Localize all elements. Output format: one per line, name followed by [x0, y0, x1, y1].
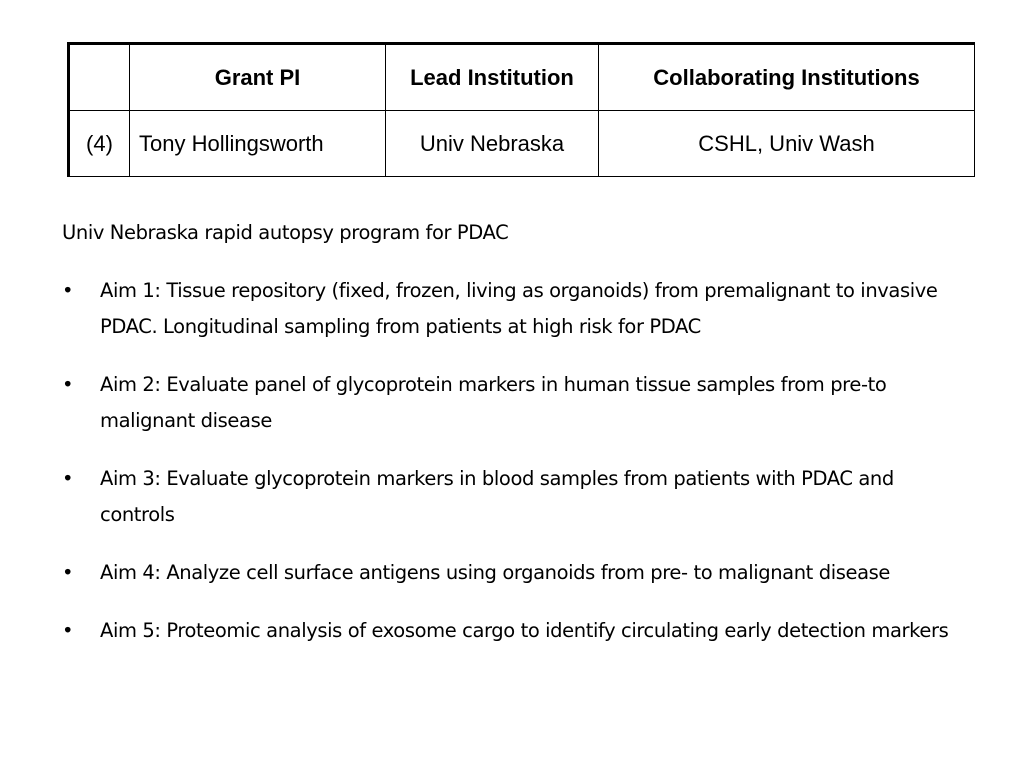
- bullet-icon: •: [62, 561, 74, 584]
- list-item: [62, 273, 962, 345]
- table-header-row: [69, 44, 975, 111]
- aim-text: Aim 4: Analyze cell surface antigens using organoids from pre- to malignant disease: [100, 561, 890, 584]
- aim-text: Aim 5: Proteomic analysis of exosome cargo to identify circulating early detection markers: [100, 619, 949, 642]
- list-item: [62, 461, 962, 533]
- slide-body: [62, 215, 962, 671]
- aim-text: Aim 2: Evaluate panel of glycoprotein markers in human tissue samples from pre-to malignant disease: [100, 373, 887, 432]
- cell-collaborating-institutions: CSHL, Univ Wash: [599, 111, 975, 177]
- header-collaborating-institutions: Collaborating Institutions: [599, 44, 975, 111]
- header-lead-institution: Lead Institution: [386, 44, 599, 111]
- list-item: [62, 613, 962, 649]
- bullet-icon: •: [62, 373, 74, 396]
- bullet-icon: •: [62, 467, 74, 490]
- bullet-icon: •: [62, 279, 74, 302]
- cell-grant-pi: Tony Hollingsworth: [130, 111, 386, 177]
- aim-text: Aim 3: Evaluate glycoprotein markers in blood samples from patients with PDAC and controls: [100, 467, 894, 526]
- header-number: [69, 44, 130, 111]
- cell-lead-institution: Univ Nebraska: [386, 111, 599, 177]
- list-item: [62, 555, 962, 591]
- list-item: [62, 367, 962, 439]
- cell-number: (4): [69, 111, 130, 177]
- intro-text: Univ Nebraska rapid autopsy program for PDAC: [62, 221, 509, 244]
- aim-text: Aim 1: Tissue repository (fixed, frozen, living as organoids) from premalignant to invasive PDAC. Longitudinal sampling from patients at high risk for PDAC: [100, 279, 938, 338]
- header-grant-pi: Grant PI: [130, 44, 386, 111]
- bullet-icon: •: [62, 619, 74, 642]
- grant-table: [67, 42, 975, 177]
- table-row: [69, 111, 975, 177]
- aims-list: [62, 273, 962, 649]
